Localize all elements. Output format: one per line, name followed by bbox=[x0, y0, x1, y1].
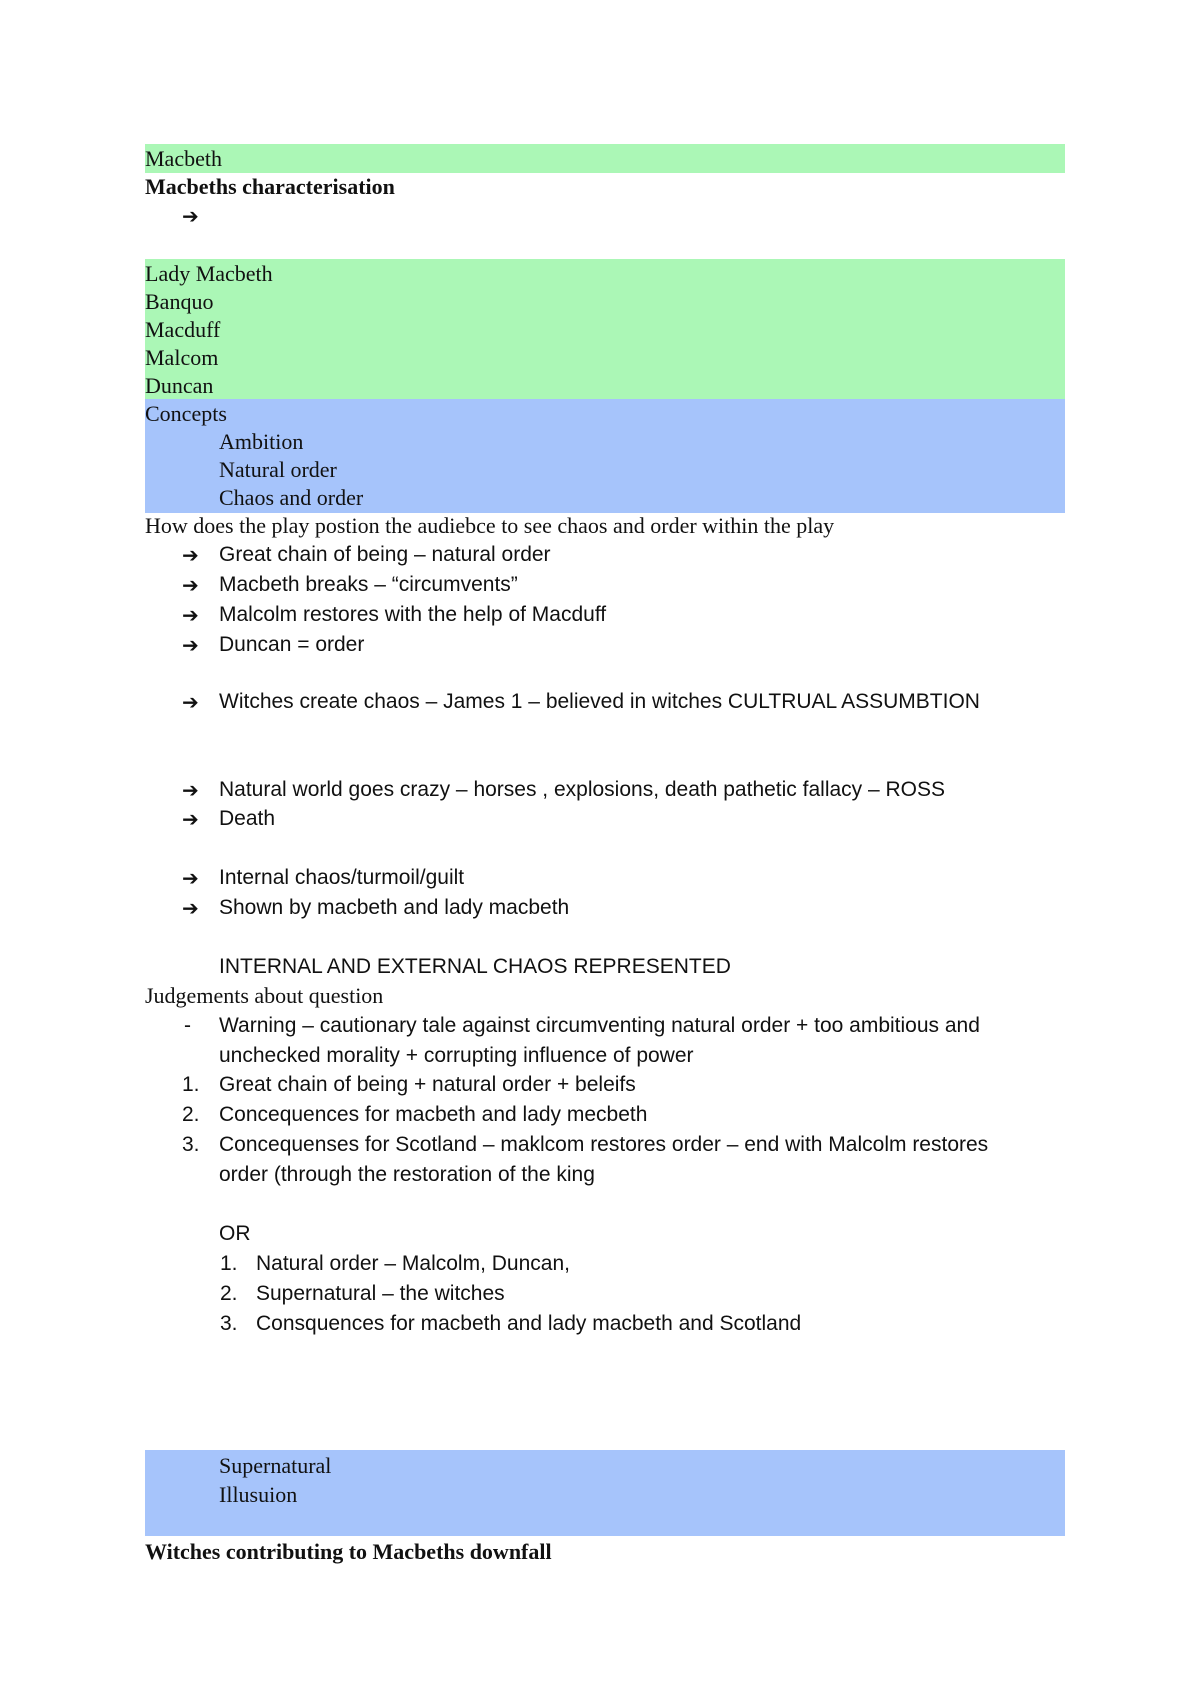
point-duncan-order: Duncan = order bbox=[219, 633, 365, 656]
illusion-item: Illusuion bbox=[219, 1482, 298, 1507]
heading-macbeth: Macbeth bbox=[145, 146, 222, 171]
list-number-2: 2. bbox=[182, 1103, 200, 1126]
character-macduff: Macduff bbox=[145, 317, 221, 342]
arrow-bullet-icon: ➔ bbox=[182, 690, 199, 714]
judgement-warning-line2: unchecked morality + corrupting influence of power bbox=[219, 1044, 694, 1067]
judgement-item-2: Concequences for macbeth and lady mecbeth bbox=[219, 1103, 648, 1126]
witches-heading: Witches contributing to Macbeths downfall bbox=[145, 1539, 552, 1564]
concept-ambition: Ambition bbox=[219, 429, 304, 454]
alt-list-number-1: 1. bbox=[220, 1252, 238, 1275]
arrow-bullet-icon: ➔ bbox=[182, 866, 199, 890]
list-number-3: 3. bbox=[182, 1133, 200, 1156]
arrow-bullet-icon: ➔ bbox=[182, 633, 199, 657]
alt-item-1: Natural order – Malcolm, Duncan, bbox=[256, 1252, 570, 1275]
point-internal-chaos: Internal chaos/turmoil/guilt bbox=[219, 866, 465, 889]
point-natural-world: Natural world goes crazy – horses , explosions, death pathetic fallacy – ROSS bbox=[219, 778, 946, 801]
judgement-item-3-continued: order (through the restoration of the king bbox=[219, 1163, 595, 1186]
point-witches-chaos: Witches create chaos – James 1 – believed in witches CULTRUAL ASSUMBTION bbox=[219, 690, 980, 713]
supernatural-item: Supernatural bbox=[219, 1453, 332, 1478]
arrow-bullet-icon: ➔ bbox=[182, 896, 199, 920]
judgement-item-1: Great chain of being + natural order + beleifs bbox=[219, 1073, 636, 1096]
character-banquo: Banquo bbox=[145, 289, 214, 314]
alt-list-number-3: 3. bbox=[220, 1312, 238, 1335]
point-shown-by: Shown by macbeth and lady macbeth bbox=[219, 896, 570, 919]
arrow-bullet-icon: ➔ bbox=[182, 807, 199, 831]
character-malcom: Malcom bbox=[145, 345, 219, 370]
alt-list-number-2: 2. bbox=[220, 1282, 238, 1305]
or-label: OR bbox=[219, 1222, 251, 1245]
dash-bullet: - bbox=[184, 1014, 191, 1037]
arrow-bullet-icon: ➔ bbox=[182, 603, 199, 627]
alt-item-3: Consquences for macbeth and lady macbeth and Scotland bbox=[256, 1312, 802, 1335]
list-number-1: 1. bbox=[182, 1073, 200, 1096]
highlight-band-characters bbox=[145, 259, 1065, 399]
concept-natural-order: Natural order bbox=[219, 457, 337, 482]
point-malcolm-restores: Malcolm restores with the help of Macduff bbox=[219, 603, 607, 626]
judgement-warning-line1: Warning – cautionary tale against circumventing natural order + too ambitious and bbox=[219, 1014, 980, 1037]
heading-macbeths-characterisation: Macbeths characterisation bbox=[145, 174, 395, 199]
arrow-bullet-icon: ➔ bbox=[182, 204, 199, 228]
judgement-item-3: Concequenses for Scotland – maklcom restores order – end with Malcolm restores bbox=[219, 1133, 989, 1156]
concepts-heading: Concepts bbox=[145, 401, 227, 426]
internal-external-heading: INTERNAL AND EXTERNAL CHAOS REPRESENTED bbox=[219, 955, 731, 978]
question-line: How does the play postion the audiebce to see chaos and order within the play bbox=[145, 513, 835, 538]
point-macbeth-breaks: Macbeth breaks – “circumvents” bbox=[219, 573, 518, 596]
highlight-band-macbeth bbox=[145, 144, 1065, 173]
point-death: Death bbox=[219, 807, 276, 830]
alt-item-2: Supernatural – the witches bbox=[256, 1282, 505, 1305]
character-duncan: Duncan bbox=[145, 373, 214, 398]
concept-chaos-and-order: Chaos and order bbox=[219, 485, 364, 510]
arrow-bullet-icon: ➔ bbox=[182, 543, 199, 567]
point-great-chain: Great chain of being – natural order bbox=[219, 543, 551, 566]
arrow-bullet-icon: ➔ bbox=[182, 573, 199, 597]
character-lady-macbeth: Lady Macbeth bbox=[145, 261, 273, 286]
judgements-heading: Judgements about question bbox=[145, 983, 384, 1008]
arrow-bullet-icon: ➔ bbox=[182, 778, 199, 802]
